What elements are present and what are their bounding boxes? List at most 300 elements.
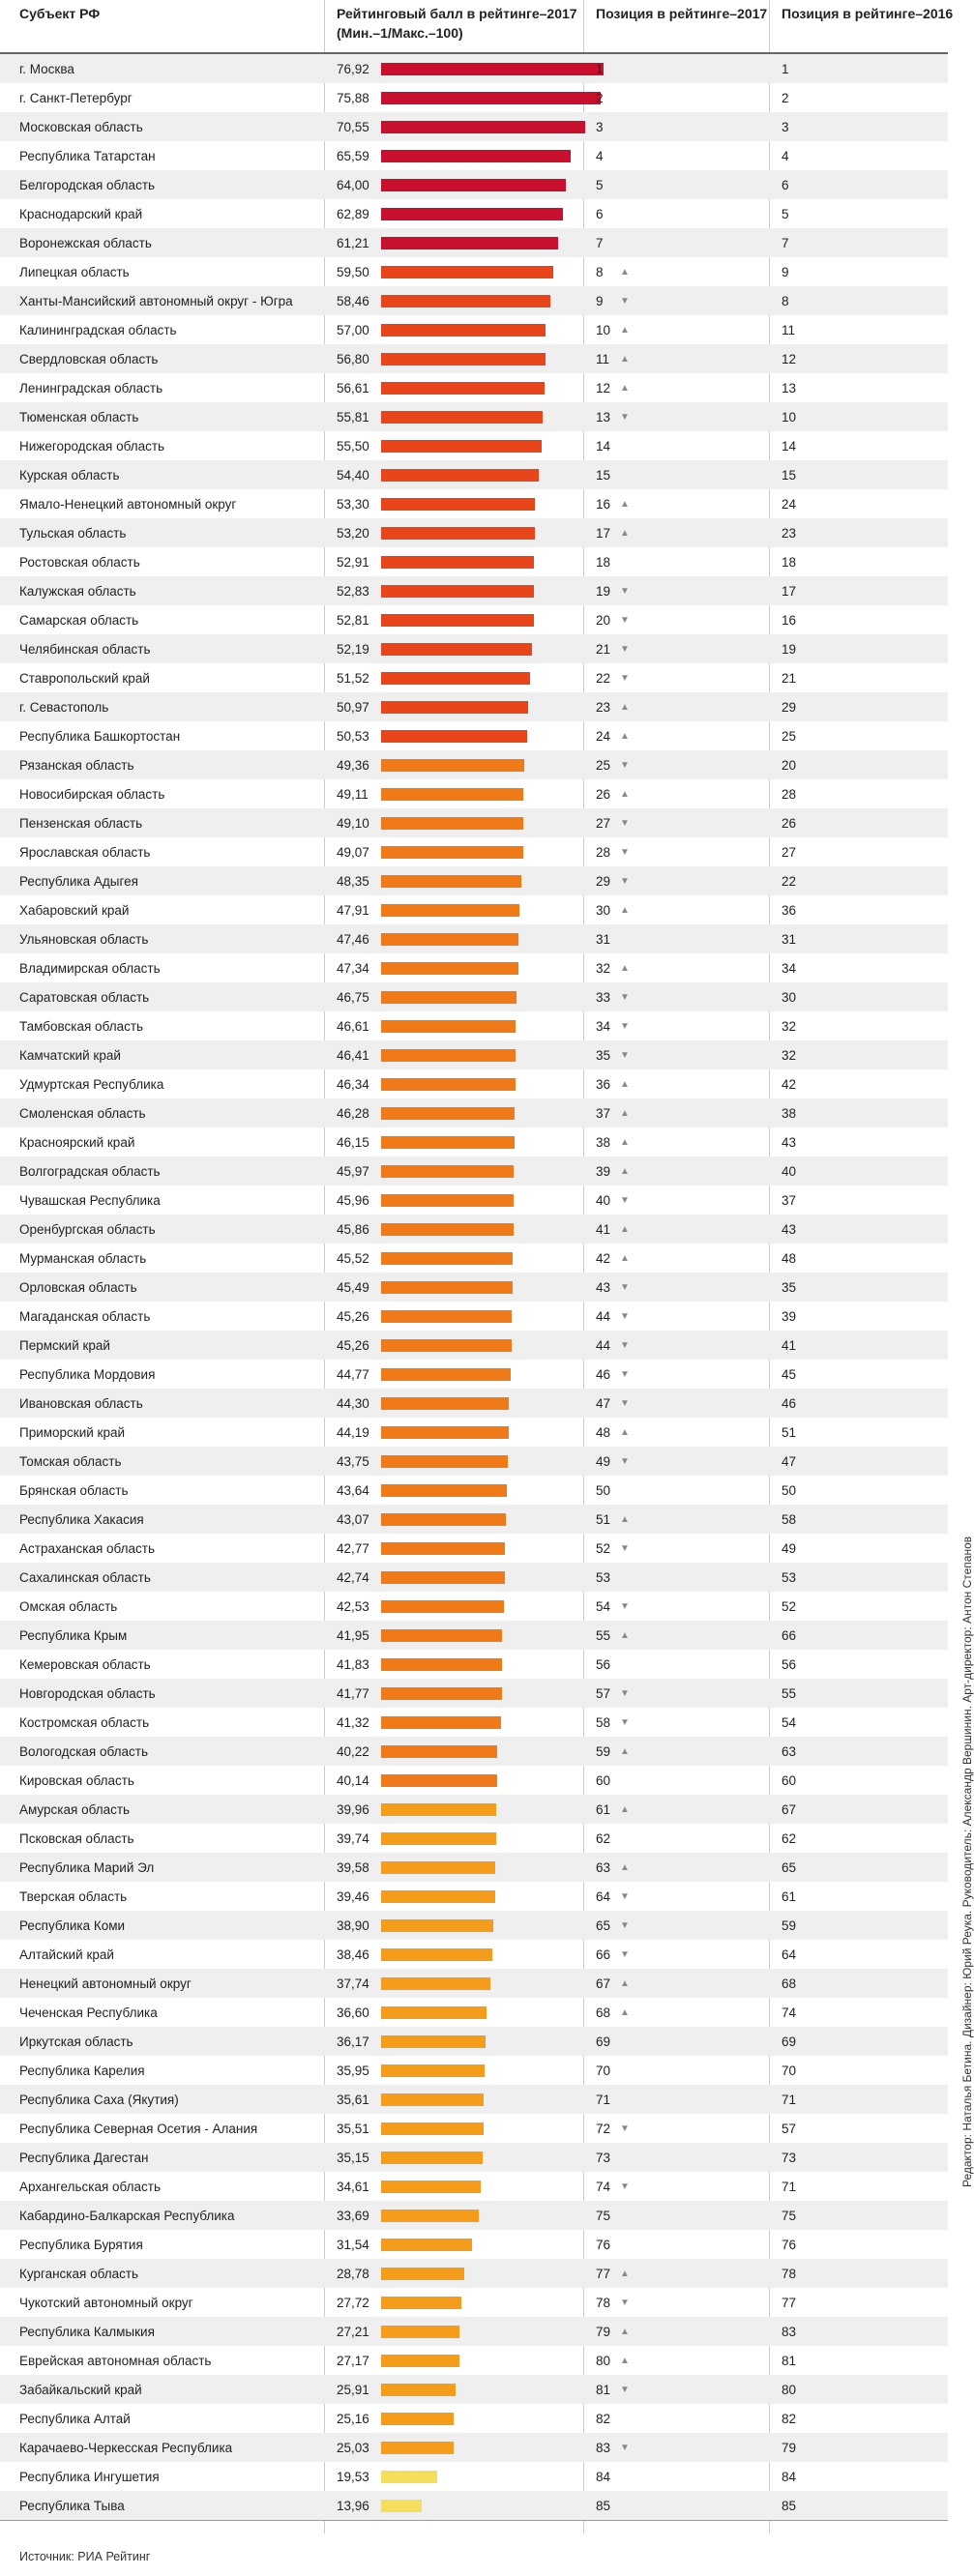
score-bar (381, 92, 601, 104)
position-2016: 24 (782, 497, 797, 512)
table-row (0, 837, 948, 866)
score-label: 45,26 (337, 1309, 369, 1324)
score-label: 46,75 (337, 990, 369, 1005)
score-bar (381, 1919, 493, 1932)
position-2016: 82 (782, 2412, 797, 2426)
position-2016: 28 (782, 787, 797, 802)
region-name: Ямало-Ненецкий автономный округ (19, 497, 237, 512)
score-label: 57,00 (337, 323, 369, 337)
region-name: Костромская область (19, 1715, 150, 1730)
position-2017: 39 (596, 1164, 611, 1179)
region-name: Республика Татарстан (19, 149, 156, 163)
score-bar (381, 672, 530, 685)
region-name: Самарская область (19, 613, 139, 628)
position-2017: 64 (596, 1889, 611, 1904)
position-2017: 38 (596, 1135, 611, 1150)
table-row (0, 2288, 948, 2317)
score-bar (381, 295, 550, 307)
position-2016: 1 (782, 62, 789, 76)
position-2016: 4 (782, 149, 789, 163)
position-2017: 59 (596, 1744, 611, 1759)
region-name: Оренбургская область (19, 1222, 156, 1237)
region-name: Карачаево-Черкесская Республика (19, 2441, 233, 2455)
position-2017: 25 (596, 758, 611, 773)
score-label: 43,75 (337, 1454, 369, 1469)
rank-up-icon: ▲ (620, 1978, 630, 1989)
position-2017: 4 (596, 149, 604, 163)
table-row (0, 199, 948, 228)
position-2017: 40 (596, 1193, 611, 1208)
region-name: Нижегородская область (19, 439, 165, 454)
score-label: 35,61 (337, 2093, 369, 2107)
score-bar (381, 614, 534, 627)
rank-up-icon: ▲ (620, 1427, 630, 1438)
region-name: Республика Алтай (19, 2412, 131, 2426)
position-2016: 16 (782, 613, 797, 628)
score-bar (381, 1020, 516, 1033)
score-label: 42,74 (337, 1570, 369, 1585)
position-2016: 50 (782, 1483, 797, 1498)
score-bar (381, 1832, 496, 1845)
score-label: 47,46 (337, 932, 369, 947)
position-2017: 47 (596, 1396, 611, 1411)
score-label: 39,74 (337, 1831, 369, 1846)
score-bar (381, 440, 542, 453)
table-row (0, 460, 948, 489)
rank-down-icon: ▼ (620, 1543, 630, 1554)
region-name: Вологодская область (19, 1744, 148, 1759)
score-label: 41,77 (337, 1686, 369, 1701)
position-2017: 41 (596, 1222, 611, 1237)
score-label: 64,00 (337, 178, 369, 192)
score-bar (381, 1223, 514, 1236)
score-label: 38,46 (337, 1947, 369, 1962)
position-2017: 17 (596, 526, 611, 541)
score-label: 33,69 (337, 2209, 369, 2223)
position-2016: 30 (782, 990, 797, 1005)
score-bar (381, 2384, 456, 2396)
region-name: Краснодарский край (19, 207, 143, 221)
position-2017: 29 (596, 874, 611, 889)
score-label: 42,53 (337, 1599, 369, 1614)
score-label: 47,34 (337, 961, 369, 976)
position-2017: 80 (596, 2354, 611, 2368)
score-label: 61,21 (337, 236, 369, 250)
table-row (0, 228, 948, 257)
position-2016: 39 (782, 1309, 797, 1324)
position-2016: 5 (782, 207, 789, 221)
score-bar (381, 2297, 461, 2309)
score-bar (381, 353, 546, 366)
table-row (0, 2201, 948, 2230)
position-2016: 64 (782, 1947, 797, 1962)
score-label: 49,10 (337, 816, 369, 831)
position-2016: 57 (782, 2122, 797, 2136)
region-name: Тверская область (19, 1889, 128, 1904)
region-name: Республика Крым (19, 1628, 128, 1643)
table-row (0, 2114, 948, 2143)
score-label: 45,52 (337, 1251, 369, 1266)
region-name: г. Санкт-Петербург (19, 91, 133, 105)
region-name: Липецкая область (19, 265, 130, 279)
region-name: Республика Калмыкия (19, 2325, 155, 2339)
position-2017: 70 (596, 2064, 611, 2078)
position-2016: 56 (782, 1657, 797, 1672)
position-2017: 3 (596, 120, 604, 134)
position-2017: 19 (596, 584, 611, 599)
score-label: 58,46 (337, 294, 369, 308)
position-2016: 19 (782, 642, 797, 657)
position-2017: 18 (596, 555, 611, 570)
score-label: 25,03 (337, 2441, 369, 2455)
position-2016: 65 (782, 1860, 797, 1875)
table-row (0, 1098, 948, 1127)
score-bar (381, 382, 545, 395)
table-row (0, 1418, 948, 1447)
score-label: 45,86 (337, 1222, 369, 1237)
score-bar (381, 643, 532, 656)
score-label: 53,30 (337, 497, 369, 512)
score-label: 45,97 (337, 1164, 369, 1179)
score-bar (381, 556, 534, 569)
rank-down-icon: ▼ (620, 1688, 630, 1699)
score-label: 40,22 (337, 1744, 369, 1759)
rank-down-icon: ▼ (620, 412, 630, 423)
score-bar (381, 2152, 483, 2164)
score-label: 34,61 (337, 2180, 369, 2194)
region-name: Чукотский автономный округ (19, 2296, 193, 2310)
region-name: Амурская область (19, 1802, 131, 1817)
score-bar (381, 1890, 495, 1903)
table-row (0, 1795, 948, 1824)
table-row (0, 2404, 948, 2433)
score-label: 52,81 (337, 613, 369, 628)
table-row (0, 2056, 948, 2085)
position-2017: 74 (596, 2180, 611, 2194)
table-row (0, 1360, 948, 1389)
region-name: Красноярский край (19, 1135, 135, 1150)
position-2016: 11 (782, 323, 796, 337)
score-bar (381, 1803, 496, 1816)
rank-down-icon: ▼ (620, 1949, 630, 1960)
position-2017: 9 (596, 294, 604, 308)
rank-down-icon: ▼ (620, 296, 630, 307)
region-name: Владимирская область (19, 961, 161, 976)
credits-note: Редактор: Наталья Бетина. Дизайнер: Юрий Реука. Руководитель: Александр Вершинин. Арт-директор: Антон Степанов (960, 1536, 974, 2187)
region-name: Приморский край (19, 1425, 126, 1440)
table-row (0, 2317, 948, 2346)
score-bar (381, 1078, 516, 1091)
score-label: 36,17 (337, 2034, 369, 2049)
position-2016: 43 (782, 1135, 797, 1150)
position-2017: 50 (596, 1483, 611, 1498)
rank-up-icon: ▲ (620, 702, 630, 713)
table-row (0, 83, 948, 112)
score-bar (381, 150, 571, 162)
position-2016: 25 (782, 729, 797, 744)
score-label: 46,61 (337, 1019, 369, 1034)
score-bar (381, 2093, 484, 2106)
position-2016: 80 (782, 2383, 797, 2397)
rank-up-icon: ▲ (620, 1137, 630, 1148)
position-2016: 61 (782, 1889, 797, 1904)
score-label: 44,30 (337, 1396, 369, 1411)
region-name: Томская область (19, 1454, 122, 1469)
position-2016: 31 (782, 932, 797, 947)
position-2016: 2 (782, 91, 789, 105)
table-row (0, 895, 948, 924)
score-label: 55,50 (337, 439, 369, 454)
score-bar (381, 875, 521, 888)
position-2017: 73 (596, 2151, 611, 2165)
table-row (0, 170, 948, 199)
region-name: Камчатский край (19, 1048, 121, 1063)
score-bar (381, 2239, 472, 2251)
region-name: Республика Бурятия (19, 2238, 143, 2252)
position-2016: 51 (782, 1425, 797, 1440)
table-row (0, 1882, 948, 1911)
table-row (0, 54, 948, 83)
rank-down-icon: ▼ (620, 1920, 630, 1931)
rank-up-icon: ▲ (620, 1804, 630, 1815)
rank-down-icon: ▼ (620, 818, 630, 829)
table-row (0, 112, 948, 141)
position-2016: 60 (782, 1773, 797, 1788)
region-name: Чеченская Республика (19, 2005, 158, 2020)
position-2017: 36 (596, 1077, 611, 1092)
table-row (0, 576, 948, 605)
score-label: 41,95 (337, 1628, 369, 1643)
position-2017: 43 (596, 1280, 611, 1295)
rank-up-icon: ▲ (620, 1514, 630, 1525)
score-label: 27,72 (337, 2296, 369, 2310)
table-row (0, 605, 948, 634)
rank-down-icon: ▼ (620, 2385, 630, 2395)
position-2016: 69 (782, 2034, 797, 2049)
region-name: Пермский край (19, 1338, 110, 1353)
region-name: г. Москва (19, 62, 74, 76)
region-name: Омская область (19, 1599, 118, 1614)
column-header-score-line1: Рейтинговый балл в рейтинге–2017 (337, 6, 577, 21)
score-label: 35,15 (337, 2151, 369, 2165)
position-2016: 10 (782, 410, 797, 424)
position-2016: 47 (782, 1454, 797, 1469)
table-row (0, 2433, 948, 2462)
table-row (0, 750, 948, 779)
table-row (0, 518, 948, 547)
table-row (0, 2230, 948, 2259)
score-bar (381, 788, 523, 801)
position-2016: 59 (782, 1918, 797, 1933)
score-bar (381, 2210, 479, 2222)
position-2016: 55 (782, 1686, 797, 1701)
position-2017: 22 (596, 671, 611, 686)
score-label: 46,41 (337, 1048, 369, 1063)
position-2016: 81 (782, 2354, 797, 2368)
position-2017: 53 (596, 1570, 611, 1585)
score-bar (381, 411, 543, 424)
score-label: 52,19 (337, 642, 369, 657)
rank-up-icon: ▲ (620, 1166, 630, 1177)
rank-down-icon: ▼ (620, 586, 630, 597)
score-bar (381, 2471, 437, 2483)
rank-down-icon: ▼ (620, 1340, 630, 1351)
rank-up-icon: ▲ (620, 383, 630, 394)
score-label: 36,60 (337, 2005, 369, 2020)
table-row (0, 257, 948, 286)
score-label: 46,34 (337, 1077, 369, 1092)
region-name: Сахалинская область (19, 1570, 151, 1585)
table-row (0, 1156, 948, 1186)
position-2017: 66 (596, 1947, 611, 1962)
position-2016: 8 (782, 294, 789, 308)
region-name: Забайкальский край (19, 2383, 142, 2397)
region-name: Калужская область (19, 584, 136, 599)
score-bar (381, 1658, 502, 1671)
score-bar (381, 1745, 497, 1758)
score-label: 46,28 (337, 1106, 369, 1121)
region-name: Чувашская Республика (19, 1193, 161, 1208)
rank-down-icon: ▼ (620, 2298, 630, 2308)
position-2016: 48 (782, 1251, 797, 1266)
table-row (0, 1708, 948, 1737)
score-bar (381, 1774, 497, 1787)
score-label: 38,90 (337, 1918, 369, 1933)
table-row (0, 1998, 948, 2027)
region-name: Смоленская область (19, 1106, 146, 1121)
position-2016: 79 (782, 2441, 797, 2455)
score-bar (381, 63, 604, 75)
position-2017: 75 (596, 2209, 611, 2223)
position-2016: 75 (782, 2209, 797, 2223)
position-2017: 5 (596, 178, 604, 192)
position-2017: 12 (596, 381, 611, 395)
score-label: 43,64 (337, 1483, 369, 1498)
region-name: Астраханская область (19, 1541, 156, 1556)
column-header-score (337, 4, 577, 43)
score-bar (381, 1397, 509, 1410)
position-2016: 37 (782, 1193, 797, 1208)
region-name: Республика Адыгея (19, 874, 138, 889)
rank-down-icon: ▼ (620, 1456, 630, 1467)
position-2017: 42 (596, 1251, 611, 1266)
score-bar (381, 179, 566, 191)
score-label: 52,83 (337, 584, 369, 599)
score-bar (381, 2035, 486, 2048)
position-2016: 76 (782, 2238, 797, 2252)
region-name: Хабаровский край (19, 903, 130, 918)
rank-down-icon: ▼ (620, 876, 630, 887)
score-label: 49,11 (337, 787, 369, 802)
score-bar (381, 585, 534, 598)
table-row (0, 1331, 948, 1360)
position-2017: 61 (596, 1802, 611, 1817)
score-bar (381, 2355, 459, 2367)
region-name: Ульяновская область (19, 932, 149, 947)
score-label: 13,96 (337, 2499, 369, 2513)
table-row (0, 1215, 948, 1244)
region-name: Воронежская область (19, 236, 152, 250)
position-2016: 22 (782, 874, 797, 889)
rank-up-icon: ▲ (620, 267, 630, 278)
position-2017: 32 (596, 961, 611, 976)
position-2017: 77 (596, 2267, 611, 2281)
table-row (0, 1389, 948, 1418)
table-row (0, 489, 948, 518)
score-bar (381, 2122, 484, 2135)
table-row (0, 2259, 948, 2288)
rank-down-icon: ▼ (620, 1282, 630, 1293)
column-header-pos2017: Позиция в рейтинге–2017 (596, 6, 768, 21)
score-label: 50,97 (337, 700, 369, 715)
score-bar (381, 817, 523, 830)
position-2016: 53 (782, 1570, 797, 1585)
position-2016: 46 (782, 1396, 797, 1411)
table-row (0, 2027, 948, 2056)
score-bar (381, 2006, 487, 2019)
score-label: 49,07 (337, 845, 369, 860)
region-name: Республика Башкортостан (19, 729, 181, 744)
score-bar (381, 1977, 490, 1990)
score-bar (381, 730, 527, 743)
position-2017: 57 (596, 1686, 611, 1701)
table-row (0, 1534, 948, 1563)
score-bar (381, 1600, 504, 1613)
position-2016: 42 (782, 1077, 797, 1092)
table-row (0, 1679, 948, 1708)
region-name: Кировская область (19, 1773, 134, 1788)
position-2017: 62 (596, 1831, 611, 1846)
score-bar (381, 237, 558, 249)
region-name: Ненецкий автономный округ (19, 1976, 192, 1991)
position-2016: 18 (782, 555, 797, 570)
score-label: 19,53 (337, 2470, 369, 2484)
rank-up-icon: ▲ (620, 325, 630, 336)
score-label: 39,58 (337, 1860, 369, 1875)
position-2017: 65 (596, 1918, 611, 1933)
table-row (0, 1940, 948, 1969)
rank-down-icon: ▼ (620, 760, 630, 771)
position-2017: 68 (596, 2005, 611, 2020)
position-2016: 62 (782, 1831, 797, 1846)
rank-down-icon: ▼ (620, 1195, 630, 1206)
table-row (0, 1766, 948, 1795)
table-row (0, 1447, 948, 1476)
score-bar (381, 1107, 515, 1120)
score-label: 45,96 (337, 1193, 369, 1208)
table-row (0, 1563, 948, 1592)
table-bottom-rule (0, 2520, 948, 2521)
score-bar (381, 2326, 459, 2338)
position-2017: 37 (596, 1106, 611, 1121)
score-bar (381, 991, 517, 1004)
position-2017: 31 (596, 932, 611, 947)
table-row (0, 1853, 948, 1882)
table-row (0, 431, 948, 460)
score-bar (381, 2268, 464, 2280)
position-2016: 32 (782, 1019, 797, 1034)
region-name: Республика Саха (Якутия) (19, 2093, 179, 2107)
score-bar (381, 2064, 485, 2077)
rank-up-icon: ▲ (620, 1746, 630, 1757)
score-bar (381, 1426, 509, 1439)
table-row (0, 1621, 948, 1650)
score-bar (381, 121, 585, 133)
rank-down-icon: ▼ (620, 1891, 630, 1902)
rank-up-icon: ▲ (620, 1079, 630, 1090)
score-bar (381, 266, 553, 278)
region-name: Магаданская область (19, 1309, 151, 1324)
